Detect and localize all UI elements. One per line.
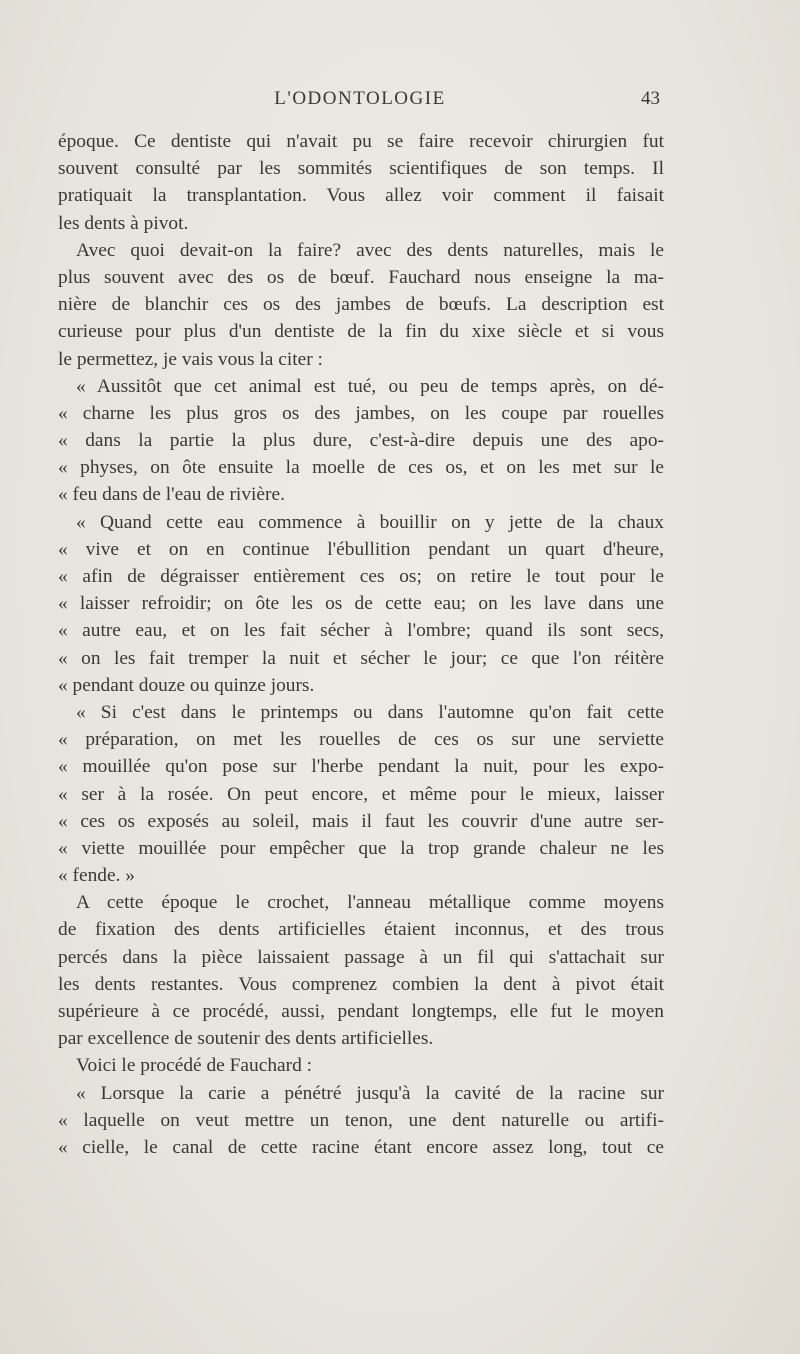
text-line: les dents restantes. Vous comprenez combien la dent à pivot était xyxy=(58,973,664,995)
text-line: « Quand cette eau commence à bouillir on y jette de la chaux xyxy=(76,511,664,533)
text-line: Avec quoi devait-on la faire? avec des dents naturelles, mais le xyxy=(76,239,664,261)
text-line: « afin de dégraisser entièrement ces os; on retire le tout pour le xyxy=(58,566,664,587)
text-line: « vive et on en continue l'ébullition pendant un quart d'heure, xyxy=(58,538,664,560)
text-line: « feu dans de l'eau de rivière. xyxy=(58,484,285,506)
text-line: curieuse pour plus d'un dentiste de la fin du xixe siècle et si vous xyxy=(58,321,664,343)
text-line: « laquelle on veut mettre un tenon, une dent naturelle ou artifi- xyxy=(58,1109,664,1131)
text-line: nière de blanchir ces os des jambes de bœufs. La description est xyxy=(58,294,664,316)
text-line: les dents à pivot. xyxy=(58,212,189,234)
text-line: « Aussitôt que cet animal est tué, ou peu de temps après, on dé- xyxy=(76,375,664,397)
text-line: plus souvent avec des os de bœuf. Fauchard nous enseigne la ma- xyxy=(58,266,664,288)
text-line: « on les fait tremper la nuit et sécher le jour; ce que l'on réitère xyxy=(58,647,664,669)
text-line: Voici le procédé de Fauchard : xyxy=(76,1055,313,1077)
text-line: « physes, on ôte ensuite la moelle de ces os, et on les met sur le xyxy=(58,457,664,479)
text-line: « autre eau, et on les fait sécher à l'ombre; quand ils sont secs, xyxy=(58,620,664,642)
text-line: « cielle, le canal de cette racine étant encore assez long, tout ce xyxy=(58,1136,664,1158)
page-header xyxy=(60,88,660,118)
body-text xyxy=(58,128,664,1161)
text-line: « Lorsque la carie a pénétré jusqu'à la cavité de la racine sur xyxy=(76,1082,664,1104)
text-line: « fende. » xyxy=(58,865,135,887)
text-line: « pendant douze ou quinze jours. xyxy=(58,674,315,696)
text-line: époque. Ce dentiste qui n'avait pu se faire recevoir chirurgien fut xyxy=(58,131,664,152)
text-line: « préparation, on met les rouelles de ces os sur une serviette xyxy=(58,729,664,751)
text-line: A cette époque le crochet, l'anneau métallique comme moyens xyxy=(76,892,664,914)
text-line: « Si c'est dans le printemps ou dans l'automne qu'on fait cette xyxy=(76,701,664,723)
page-number: 43 xyxy=(641,88,660,109)
text-line: « charne les plus gros os des jambes, on les coupe par rouelles xyxy=(58,402,664,424)
text-line: « dans la partie la plus dure, c'est-à-dire depuis une des apo- xyxy=(58,430,664,452)
running-title: L'ODONTOLOGIE xyxy=(274,88,446,109)
text-line: « laisser refroidir; on ôte les os de cette eau; on les lave dans une xyxy=(58,593,664,615)
text-line: « viette mouillée pour empêcher que la trop grande chaleur ne les xyxy=(58,837,664,859)
text-line: le permettez, je vais vous la citer : xyxy=(58,348,323,370)
text-line: pratiquait la transplantation. Vous allez voir comment il faisait xyxy=(58,185,664,207)
text-line: percés dans la pièce laissaient passage à un fil qui s'attachait sur xyxy=(58,946,664,968)
text-line: supérieure à ce procédé, aussi, pendant longtemps, elle fut le moyen xyxy=(58,1001,664,1022)
text-line: « ser à la rosée. On peut encore, et même pour le mieux, laisser xyxy=(58,783,664,805)
text-line: de fixation des dents artificielles étaient inconnus, et des trous xyxy=(58,919,664,941)
text-line: souvent consulté par les sommités scientifiques de son temps. Il xyxy=(58,158,664,180)
text-line: « mouillée qu'on pose sur l'herbe pendant la nuit, pour les expo- xyxy=(58,756,664,778)
text-line: « ces os exposés au soleil, mais il faut les couvrir d'une autre ser- xyxy=(58,810,664,832)
text-line: par excellence de soutenir des dents artificielles. xyxy=(58,1028,434,1050)
